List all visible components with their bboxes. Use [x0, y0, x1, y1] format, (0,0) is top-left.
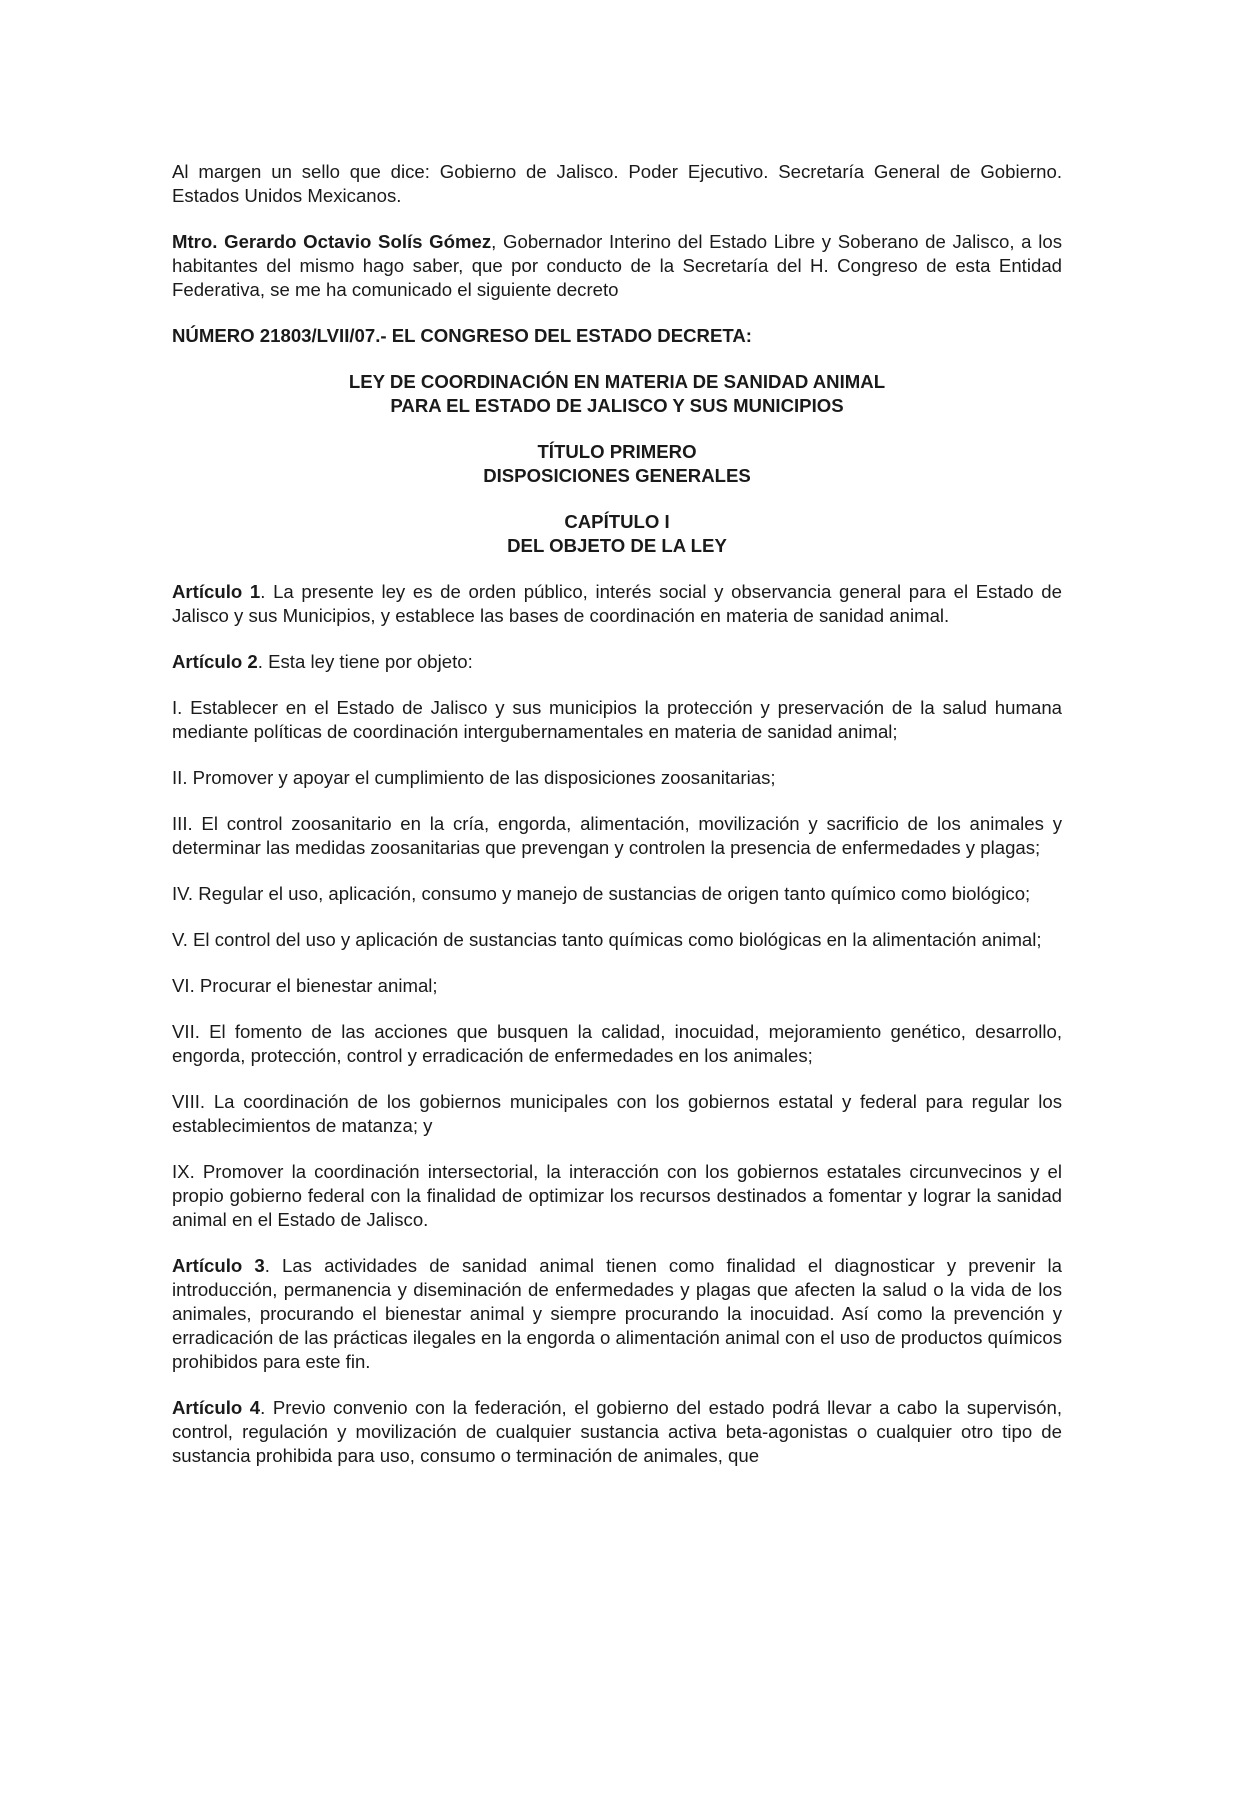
margin-note: Al margen un sello que dice: Gobierno de Jalisco. Poder Ejecutivo. Secretaría General de Gobierno. Estados Unidos Mexicanos.: [172, 161, 1062, 206]
fraction-ix: IX. Promover la coordinación intersectorial, la interacción con los gobiernos estatales circunvecinos y el propio gobierno federal con la finalidad de optimizar los recursos destinados a fomentar y lograr la sanidad animal en el Estado de Jalisco.: [172, 1161, 1062, 1230]
preamble: [172, 230, 1062, 302]
chapter-heading-line-1: CAPÍTULO I: [564, 511, 670, 532]
fraction-vi: VI. Procurar el bienestar animal;: [172, 975, 438, 996]
article-2: [172, 650, 1062, 674]
fraction-iii: III. El control zoosanitario en la cría, engorda, alimentación, movilización y sacrificio de los animales y determinar las medidas zoosanitarias que prevengan y controlen la presencia de enfermedades y plagas;: [172, 813, 1062, 858]
article-4-text: . Previo convenio con la federación, el gobierno del estado podrá llevar a cabo la supervisón, control, regulación y movilización de cualquier sustancia activa beta-agonistas o cualquier otro tipo de sustancia prohibida para uso, consumo o terminación de animales, que: [172, 1397, 1062, 1466]
chapter-heading: [172, 510, 1062, 558]
article-1-label: Artículo 1: [172, 581, 261, 602]
governor-name: Mtro. Gerardo Octavio Solís Gómez: [172, 231, 492, 252]
law-title-line-1: LEY DE COORDINACIÓN EN MATERIA DE SANIDAD ANIMAL: [348, 371, 886, 392]
decree-number: NÚMERO 21803/LVII/07.- EL CONGRESO DEL ESTADO DECRETA:: [172, 325, 752, 346]
article-2-text: . Esta ley tiene por objeto:: [257, 651, 473, 672]
law-title: [172, 370, 1062, 418]
chapter-heading-line-2: DEL OBJETO DE LA LEY: [507, 535, 727, 556]
title-heading-line-1: TÍTULO PRIMERO: [537, 441, 697, 462]
article-4-label: Artículo 4: [172, 1397, 261, 1418]
article-2-label: Artículo 2: [172, 651, 258, 672]
fraction-v: V. El control del uso y aplicación de sustancias tanto químicas como biológicas en la alimentación animal;: [172, 929, 1042, 950]
article-3-label: Artículo 3: [172, 1255, 265, 1276]
document-page: [172, 160, 1062, 1490]
fraction-ii: II. Promover y apoyar el cumplimiento de las disposiciones zoosanitarias;: [172, 767, 776, 788]
fraction-i: I. Establecer en el Estado de Jalisco y sus municipios la protección y preservación de la salud humana mediante políticas de coordinación intergubernamentales en materia de sanidad animal;: [172, 697, 1062, 742]
title-heading-line-2: DISPOSICIONES GENERALES: [483, 465, 751, 486]
article-4: [172, 1396, 1062, 1468]
title-heading: [172, 440, 1062, 488]
fraction-vii: VII. El fomento de las acciones que busquen la calidad, inocuidad, mejoramiento genético, desarrollo, engorda, protección, control y erradicación de enfermedades en los animales;: [172, 1021, 1062, 1066]
fraction-viii: VIII. La coordinación de los gobiernos municipales con los gobiernos estatal y federal para regular los establecimientos de matanza; y: [172, 1091, 1062, 1136]
article-1-text: . La presente ley es de orden público, interés social y observancia general para el Estado de Jalisco y sus Municipios, y establece las bases de coordinación en materia de sanidad animal.: [172, 581, 1062, 626]
preamble-text: , Gobernador Interino del Estado Libre y Soberano de Jalisco, a los habitantes del mismo hago saber, que por conducto de la Secretaría del H. Congreso de esta Entidad Federativa, se me ha comunicado el siguiente decreto: [172, 231, 1062, 300]
article-3: [172, 1254, 1062, 1374]
law-title-line-2: PARA EL ESTADO DE JALISCO Y SUS MUNICIPIOS: [390, 395, 844, 416]
article-1: [172, 580, 1062, 628]
article-3-text: . Las actividades de sanidad animal tienen como finalidad el diagnosticar y prevenir la introducción, permanencia y diseminación de enfermedades y plagas que afecten la salud o la vida de los animales, procurando el bienestar animal y siempre procurando la inocuidad. Así como la prevención y erradicación de las prácticas ilegales en la engorda o alimentación animal con el uso de productos químicos prohibidos para este fin.: [172, 1255, 1062, 1372]
fraction-iv: IV. Regular el uso, aplicación, consumo y manejo de sustancias de origen tanto químico como biológico;: [172, 883, 1031, 904]
